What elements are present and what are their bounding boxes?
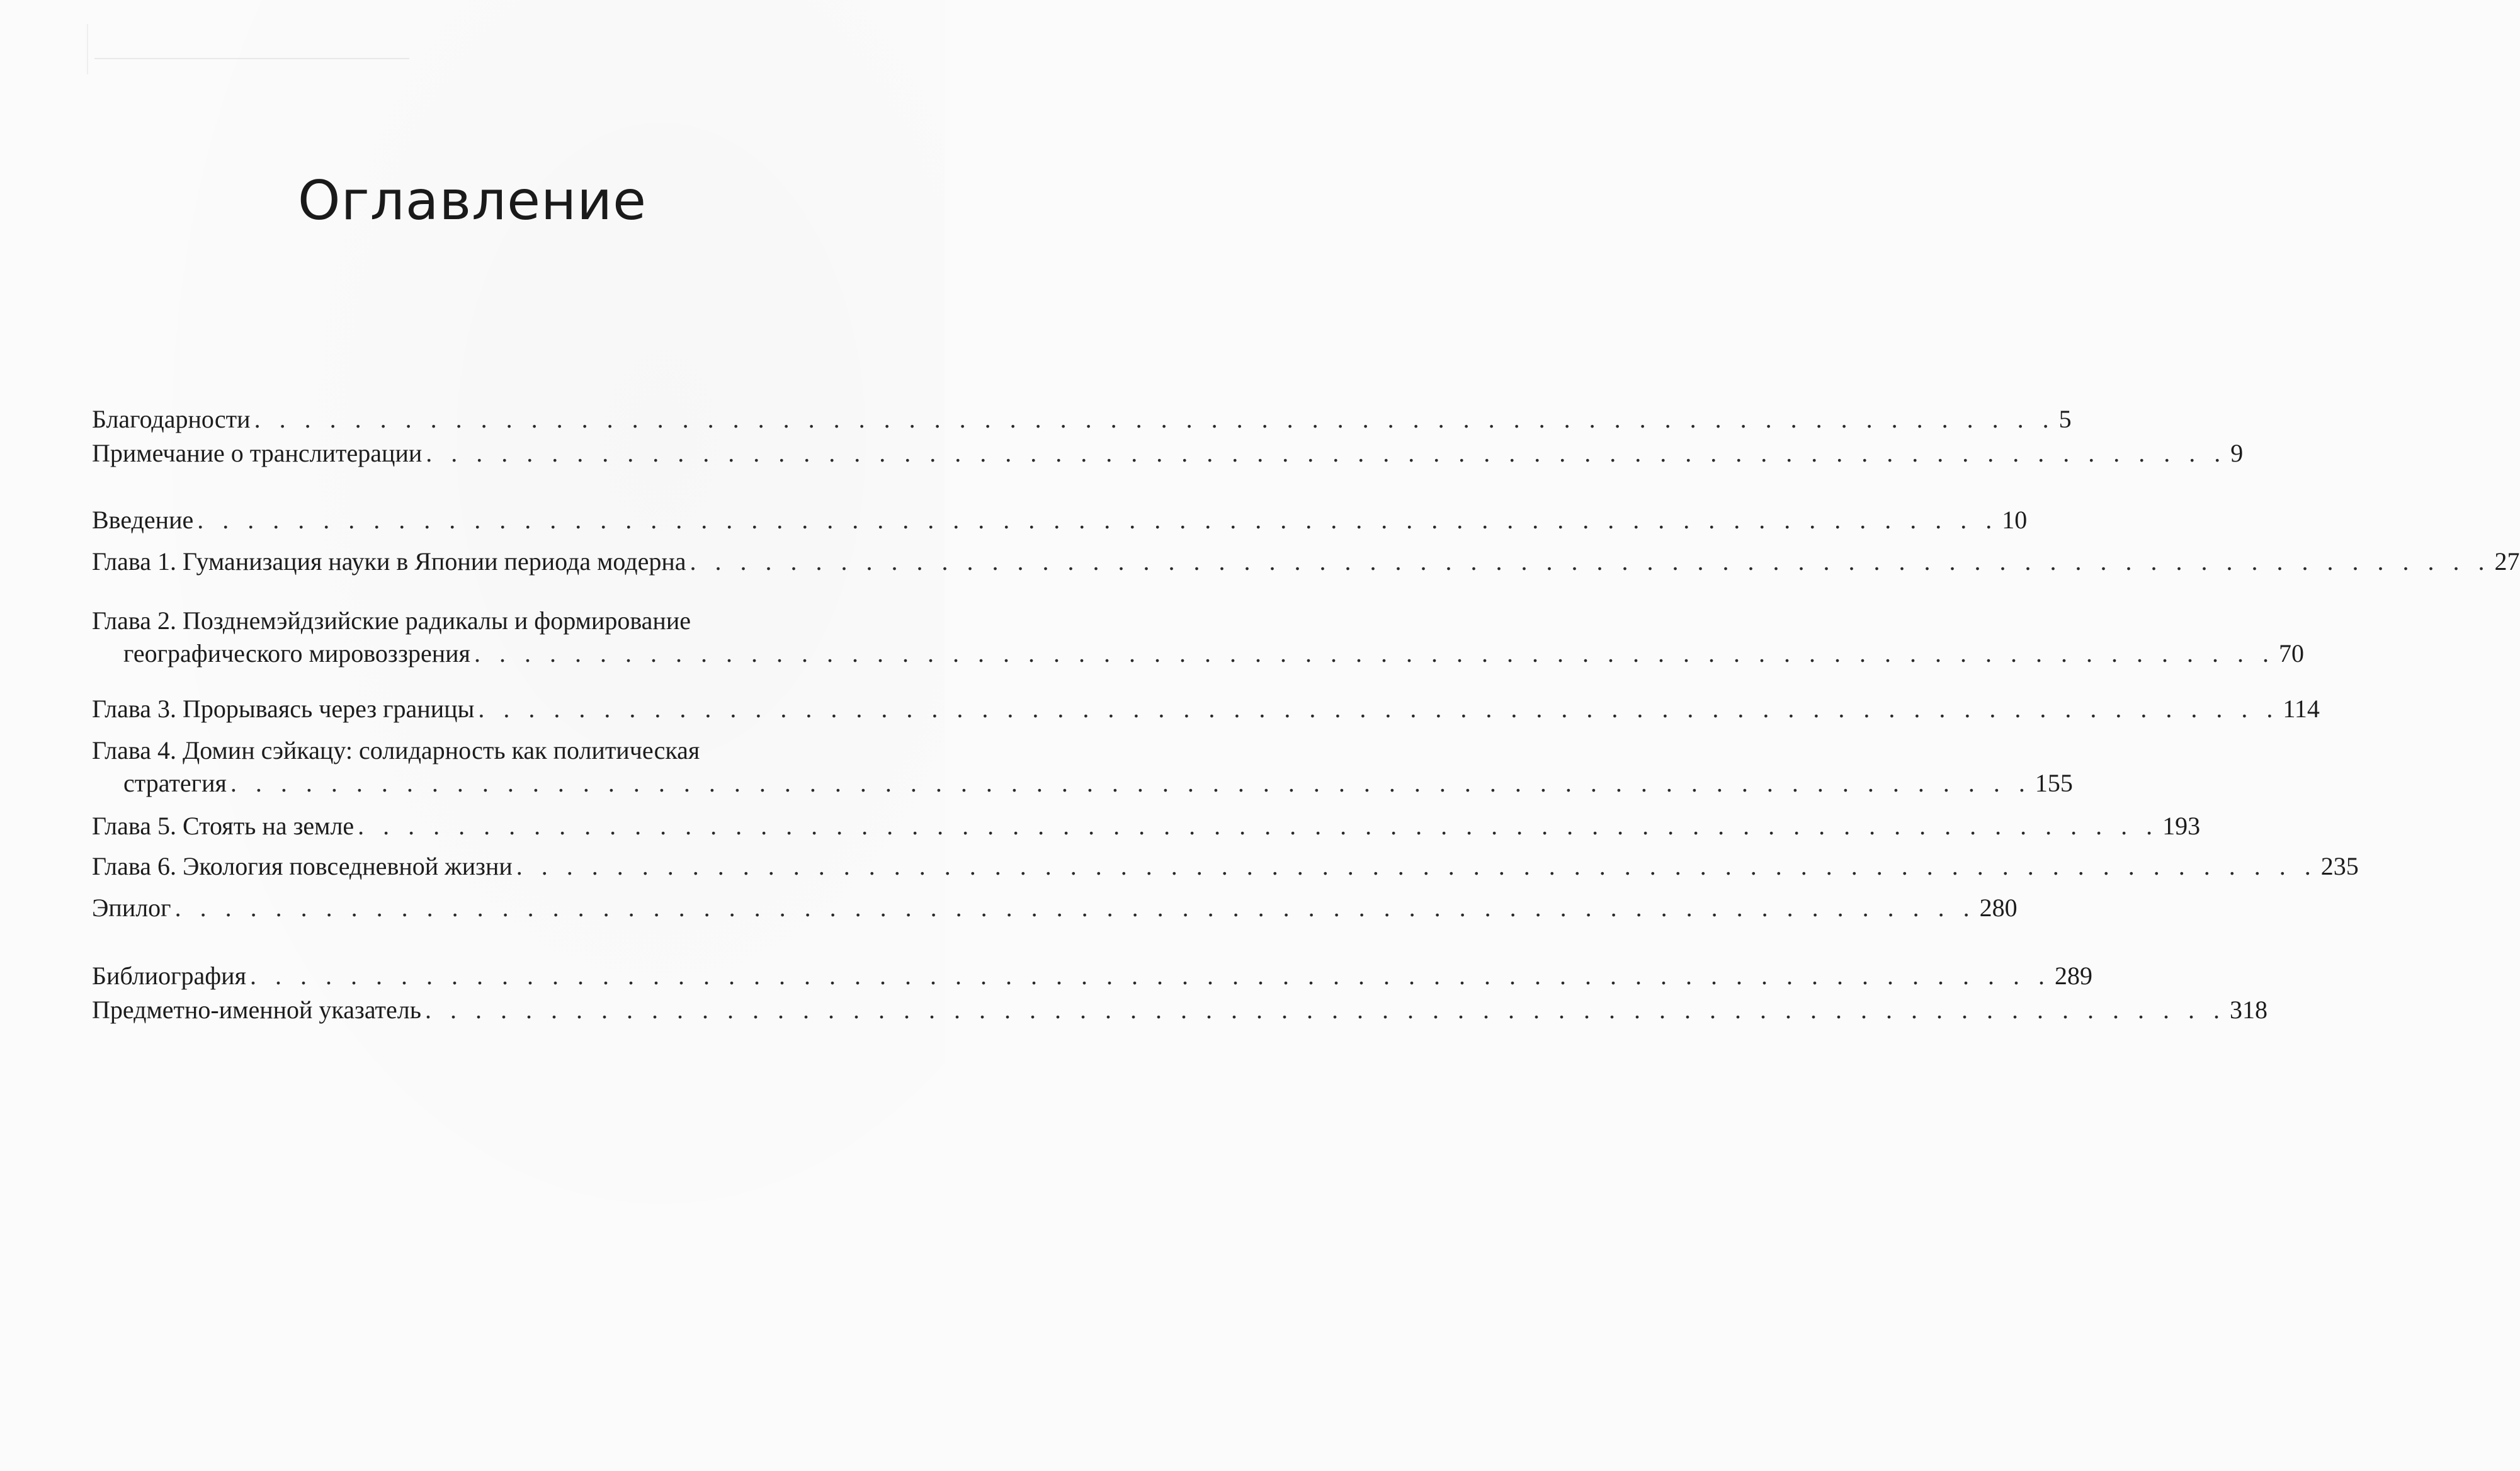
toc-entry-page: 114 — [2283, 695, 2320, 723]
toc-entry[interactable] — [92, 892, 2018, 924]
dot-leader: . . . . . . . . . . . . . . . . . . . . . . . . . . . . . . . . . . . . . . . . . . . . . . . . . . . . . . . . . . . . . . . . . . . . . . . . — [254, 405, 2055, 433]
toc-entry[interactable] — [92, 504, 2028, 537]
toc-entry-label: географического мировоззрения — [123, 639, 470, 667]
toc-entry-label-line1: Глава 4. Домин сэйкацу: солидарность как политическая — [92, 736, 700, 764]
bleed-through-header-rule — [94, 58, 409, 59]
bleed-through-mark — [87, 24, 88, 74]
dot-leader: . . . . . . . . . . . . . . . . . . . . . . . . . . . . . . . . . . . . . . . . . . . . . . . . . . . . . . . . . . . . . . . . . . . . . . . . — [474, 639, 2275, 667]
toc-entry[interactable] — [92, 960, 2092, 992]
toc-entry[interactable] — [92, 810, 2201, 843]
toc-entry[interactable] — [92, 437, 2244, 470]
toc-entry[interactable] — [92, 545, 2520, 578]
toc-entry-label: Введение — [92, 506, 194, 534]
toc-entry-page: 5 — [2058, 405, 2072, 433]
toc-entry-label: Библиография — [92, 962, 246, 990]
toc-entry[interactable] — [92, 850, 2359, 883]
toc-entry-label: Глава 6. Экология повседневной жизни — [92, 852, 513, 880]
toc-entry-label: Предметно-именной указатель — [92, 996, 421, 1024]
dot-leader: . . . . . . . . . . . . . . . . . . . . . . . . . . . . . . . . . . . . . . . . . . . . . . . . . . . . . . . . . . . . . . . . . . . . . . . . — [230, 769, 2031, 797]
toc-entry-label: Глава 1. Гуманизация науки в Японии периода модерна — [92, 547, 686, 576]
dot-leader: . . . . . . . . . . . . . . . . . . . . . . . . . . . . . . . . . . . . . . . . . . . . . . . . . . . . . . . . . . . . . . . . . . . . . . . . — [249, 962, 2051, 990]
toc-entry-page: 27 — [2494, 547, 2520, 576]
dot-leader: . . . . . . . . . . . . . . . . . . . . . . . . . . . . . . . . . . . . . . . . . . . . . . . . . . . . . . . . . . . . . . . . . . . . . . . . — [426, 439, 2227, 467]
toc-entry-label: стратегия — [123, 769, 227, 797]
toc-entry-page: 70 — [2278, 639, 2304, 667]
dot-leader: . . . . . . . . . . . . . . . . . . . . . . . . . . . . . . . . . . . . . . . . . . . . . . . . . . . . . . . . . . . . . . . . . . . . . . . . — [174, 894, 1976, 922]
toc-entry-label: Глава 5. Стоять на земле — [92, 812, 355, 840]
toc-entry-label: Примечание о транслитерации — [92, 439, 423, 467]
dot-leader: . . . . . . . . . . . . . . . . . . . . . . . . . . . . . . . . . . . . . . . . . . . . . . . . . . . . . . . . . . . . . . . . . . . . . . . . — [358, 812, 2159, 840]
toc-entry-page: 235 — [2320, 852, 2359, 880]
toc-entry[interactable] — [92, 693, 2320, 725]
toc-entry-page: 318 — [2229, 996, 2267, 1024]
toc-entry[interactable] — [92, 605, 2304, 670]
toc-entry-page: 280 — [1979, 894, 2018, 922]
toc-entry-label: Глава 3. Прорываясь через границы — [92, 695, 475, 723]
toc-entry-label: Благодарности — [92, 405, 251, 433]
toc-entry-label-line1: Глава 2. Позднемэйдзийские радикалы и формирование — [92, 606, 691, 635]
page-title: Оглавление — [297, 169, 647, 232]
dot-leader: . . . . . . . . . . . . . . . . . . . . . . . . . . . . . . . . . . . . . . . . . . . . . . . . . . . . . . . . . . . . . . . . . . . . . . . . — [516, 852, 2317, 880]
toc-entry[interactable] — [92, 734, 2073, 800]
toc-entry-label: Эпилог — [92, 894, 171, 922]
toc-entry-page: 193 — [2162, 812, 2201, 840]
dot-leader: . . . . . . . . . . . . . . . . . . . . . . . . . . . . . . . . . . . . . . . . . . . . . . . . . . . . . . . . . . . . . . . . . . . . . . . . — [424, 996, 2226, 1024]
toc-entry-page: 10 — [2002, 506, 2028, 534]
toc-entry-page: 289 — [2054, 962, 2092, 990]
toc-entry-page: 155 — [2035, 769, 2073, 797]
dot-leader: . . . . . . . . . . . . . . . . . . . . . . . . . . . . . . . . . . . . . . . . . . . . . . . . . . . . . . . . . . . . . . . . . . . . . . . . — [478, 695, 2279, 723]
toc-entry-page: 9 — [2230, 439, 2244, 467]
dot-leader: . . . . . . . . . . . . . . . . . . . . . . . . . . . . . . . . . . . . . . . . . . . . . . . . . . . . . . . . . . . . . . . . . . . . . . . . — [690, 547, 2491, 576]
dot-leader: . . . . . . . . . . . . . . . . . . . . . . . . . . . . . . . . . . . . . . . . . . . . . . . . . . . . . . . . . . . . . . . . . . . . . . . . — [197, 506, 1999, 534]
toc-entry[interactable] — [92, 403, 2072, 436]
toc-entry[interactable] — [92, 994, 2267, 1026]
